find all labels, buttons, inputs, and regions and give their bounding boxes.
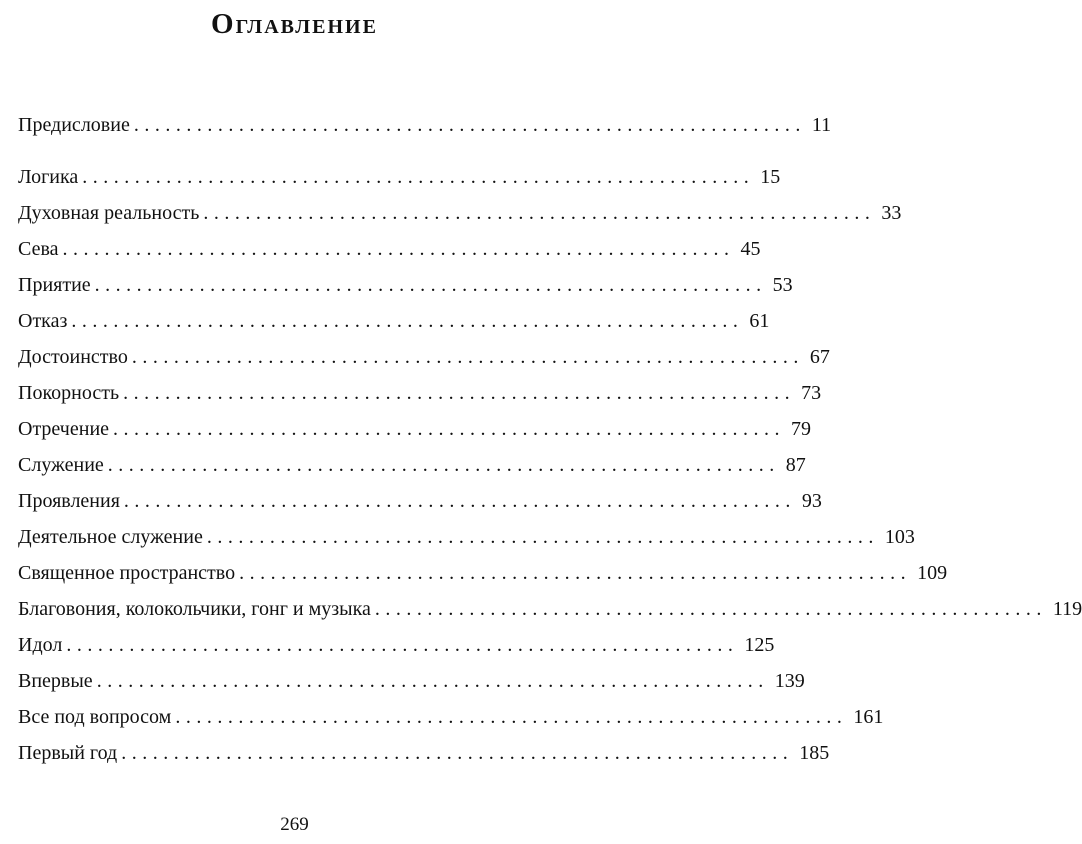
page-number: 269 <box>280 814 309 835</box>
toc-entry-page: 73 <box>801 382 822 404</box>
toc-entry-title: Первый год <box>18 742 118 764</box>
dot-leader: ................................................................ <box>82 166 755 188</box>
dot-leader: ................................................................ <box>71 310 744 332</box>
dot-leader: ................................................................ <box>131 346 804 368</box>
toc-entry-page: 67 <box>809 346 830 368</box>
dot-leader: ................................................................ <box>123 490 796 512</box>
dot-leader: ................................................................ <box>133 114 806 136</box>
toc-entry-title: Священное пространство <box>18 562 236 584</box>
toc-entry <box>18 342 830 372</box>
toc-entry-page: 53 <box>772 274 793 296</box>
toc-entry-title: Деятельное служение <box>18 526 203 548</box>
dot-leader: ................................................................ <box>62 238 735 260</box>
toc-entry-page: 79 <box>791 418 812 440</box>
toc-entry <box>18 198 902 228</box>
toc-entry <box>18 522 915 552</box>
dot-leader: ................................................................ <box>175 706 848 728</box>
toc-entry <box>18 162 781 192</box>
toc-entry-title: Приятие <box>18 274 91 296</box>
toc-entry-page: 87 <box>785 454 806 476</box>
toc-entry-page: 61 <box>749 310 770 332</box>
dot-leader: ................................................................ <box>206 526 879 548</box>
toc-entry-title: Логика <box>18 166 79 188</box>
toc-entry-page: 161 <box>853 706 884 728</box>
toc-entry <box>18 738 830 768</box>
toc-entry-title: Покорность <box>18 382 120 404</box>
dot-leader: ................................................................ <box>94 274 767 296</box>
toc-entry <box>18 594 1082 624</box>
toc-entry-page: 15 <box>760 166 781 188</box>
dot-leader: ................................................................ <box>123 382 796 404</box>
toc-entry-page: 139 <box>774 670 805 692</box>
toc-entry-page: 109 <box>917 562 948 584</box>
toc-entry-title: Духовная реальность <box>18 202 200 224</box>
toc-entry <box>18 378 822 408</box>
toc-entry-page: 185 <box>799 742 830 764</box>
toc-entry <box>18 110 832 140</box>
toc-entry-title: Благовония, колокольчики, гонг и музыка <box>18 598 371 620</box>
dot-leader: ................................................................ <box>239 562 912 584</box>
toc-entry-title: Сева <box>18 238 59 260</box>
toc-entry <box>18 450 806 480</box>
toc-entry-title: Проявления <box>18 490 120 512</box>
dot-leader: ................................................................ <box>203 202 876 224</box>
toc-entry-page: 33 <box>881 202 902 224</box>
toc-entry-title: Достоинство <box>18 346 128 368</box>
toc-entry-page: 103 <box>884 526 915 548</box>
toc-entry <box>18 414 812 444</box>
dot-leader: ................................................................ <box>66 634 739 656</box>
toc-entry-title: Впервые <box>18 670 93 692</box>
toc-entry-title: Отказ <box>18 310 68 332</box>
toc-entry-title: Служение <box>18 454 104 476</box>
toc-entry <box>18 630 775 660</box>
toc-entry-title: Все под вопросом <box>18 706 172 728</box>
page-title: Оглавление <box>211 8 378 40</box>
toc-entry-title: Предисловие <box>18 114 130 136</box>
toc-entry <box>18 558 948 588</box>
toc-entry-title: Отречение <box>18 418 110 440</box>
dot-leader: ................................................................ <box>107 454 780 476</box>
toc-entry <box>18 270 793 300</box>
toc-entry-page: 119 <box>1052 598 1082 620</box>
toc-entry-page: 11 <box>811 114 832 136</box>
dot-leader: ................................................................ <box>96 670 769 692</box>
toc-entry-page: 45 <box>740 238 761 260</box>
toc-entry <box>18 486 822 516</box>
toc-entry <box>18 666 805 696</box>
toc-entry-page: 93 <box>801 490 822 512</box>
dot-leader: ................................................................ <box>374 598 1047 620</box>
dot-leader: ................................................................ <box>121 742 794 764</box>
dot-leader: ................................................................ <box>113 418 786 440</box>
toc-entry <box>18 702 884 732</box>
toc-entry <box>18 306 770 336</box>
toc-entry-title: Идол <box>18 634 63 656</box>
toc-entry <box>18 234 761 264</box>
toc-entry-page: 125 <box>744 634 775 656</box>
